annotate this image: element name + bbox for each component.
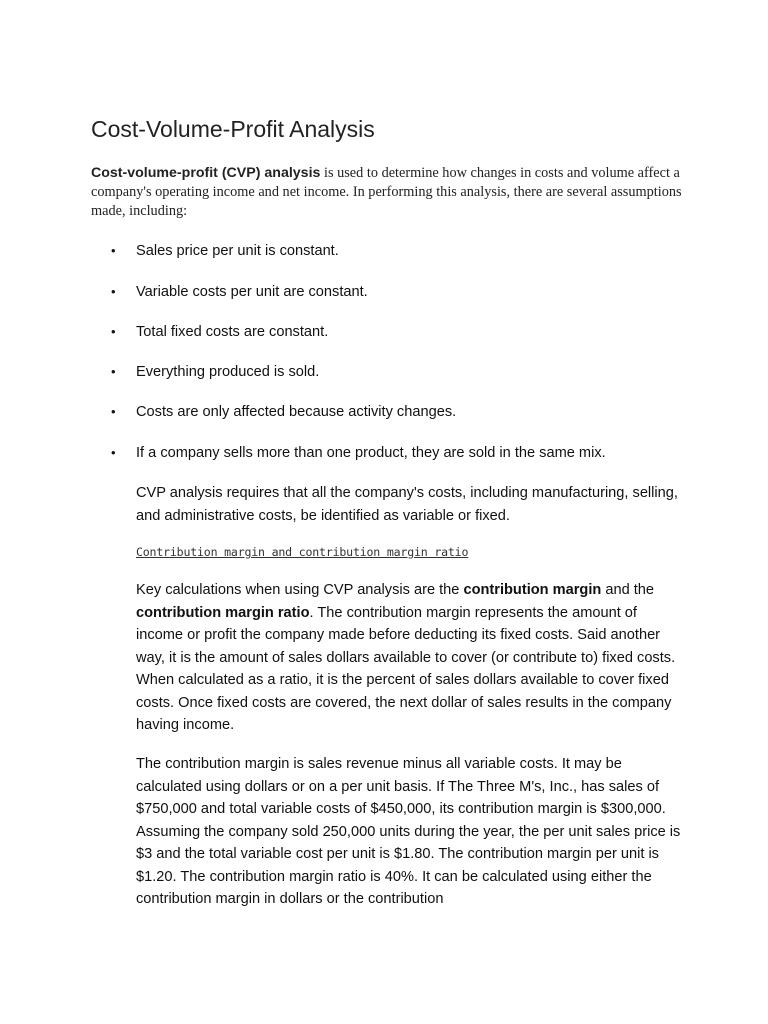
list-item xyxy=(111,402,456,422)
bullet-marker: • xyxy=(111,243,116,258)
bullet-marker: • xyxy=(111,445,116,460)
list-item-text: Everything produced is sold. xyxy=(136,364,320,380)
list-item xyxy=(111,362,319,382)
contribution-margin-term: contribution margin xyxy=(463,582,602,598)
example-paragraph: The contribution margin is sales revenue minus all variable costs. It may be calculated using dollars or on a per unit basis. If The Three M's, Inc., has sales of $750,000 and total variable costs of $450,000, its contribution margin is $300,000. Assuming the company sold 250,000 units during the year, the per unit sales price is $3 and the total variable cost per unit is $1.80. The contribution margin per unit is $1.20. The contribution margin ratio is 40%. It can be calculated using either the contribution margin in dollars or the contribution xyxy=(136,756,681,907)
list-item-text: Total fixed costs are constant. xyxy=(136,324,329,340)
cvp-term: Cost-volume-profit (CVP) analysis xyxy=(91,165,321,181)
cvp-requirement-paragraph: CVP analysis requires that all the company's costs, including manufacturing, selling, and administrative costs, be identified as variable or fixed. xyxy=(136,485,678,524)
list-item xyxy=(111,322,328,342)
key-calc-text-3: . The contribution margin represents the amount of income or profit the company made before deducting its fixed costs. Said another way, it is the amount of sales dollars available to cover (or contribute to) fixed costs. When calculated as a ratio, it is the percent of sales dollars available to cover fixed costs. Once fixed costs are covered, the next dollar of sales results in the company having income. xyxy=(136,604,676,733)
list-item-text: Variable costs per unit are constant. xyxy=(136,284,368,300)
list-item-text: Costs are only affected because activity changes. xyxy=(136,404,457,420)
list-item-text: If a company sells more than one product, they are sold in the same mix. xyxy=(136,445,606,461)
bullet-marker: • xyxy=(111,324,116,339)
list-item-text: Sales price per unit is constant. xyxy=(136,243,339,259)
list-item xyxy=(111,241,339,261)
key-calc-text-2: and the xyxy=(601,582,655,598)
key-calculations-paragraph xyxy=(136,579,684,737)
bullet-marker: • xyxy=(111,284,116,299)
section-heading-link[interactable]: Contribution margin and contribution margin ratio xyxy=(136,545,469,559)
document-title: Cost-Volume-Profit Analysis xyxy=(91,116,375,142)
bullet-marker: • xyxy=(111,364,116,379)
key-calc-text-1: Key calculations when using CVP analysis are the xyxy=(136,582,464,598)
bullet-marker: • xyxy=(111,404,116,419)
contribution-margin-ratio-term: contribution margin ratio xyxy=(136,604,310,621)
list-item xyxy=(111,443,606,463)
intro-paragraph xyxy=(91,164,691,221)
list-item xyxy=(111,282,368,302)
intro-text: is used to determine how changes in costs and volume affect a company's operating income and net income. In performing this analysis, there are several assumptions made, including: xyxy=(91,165,682,219)
